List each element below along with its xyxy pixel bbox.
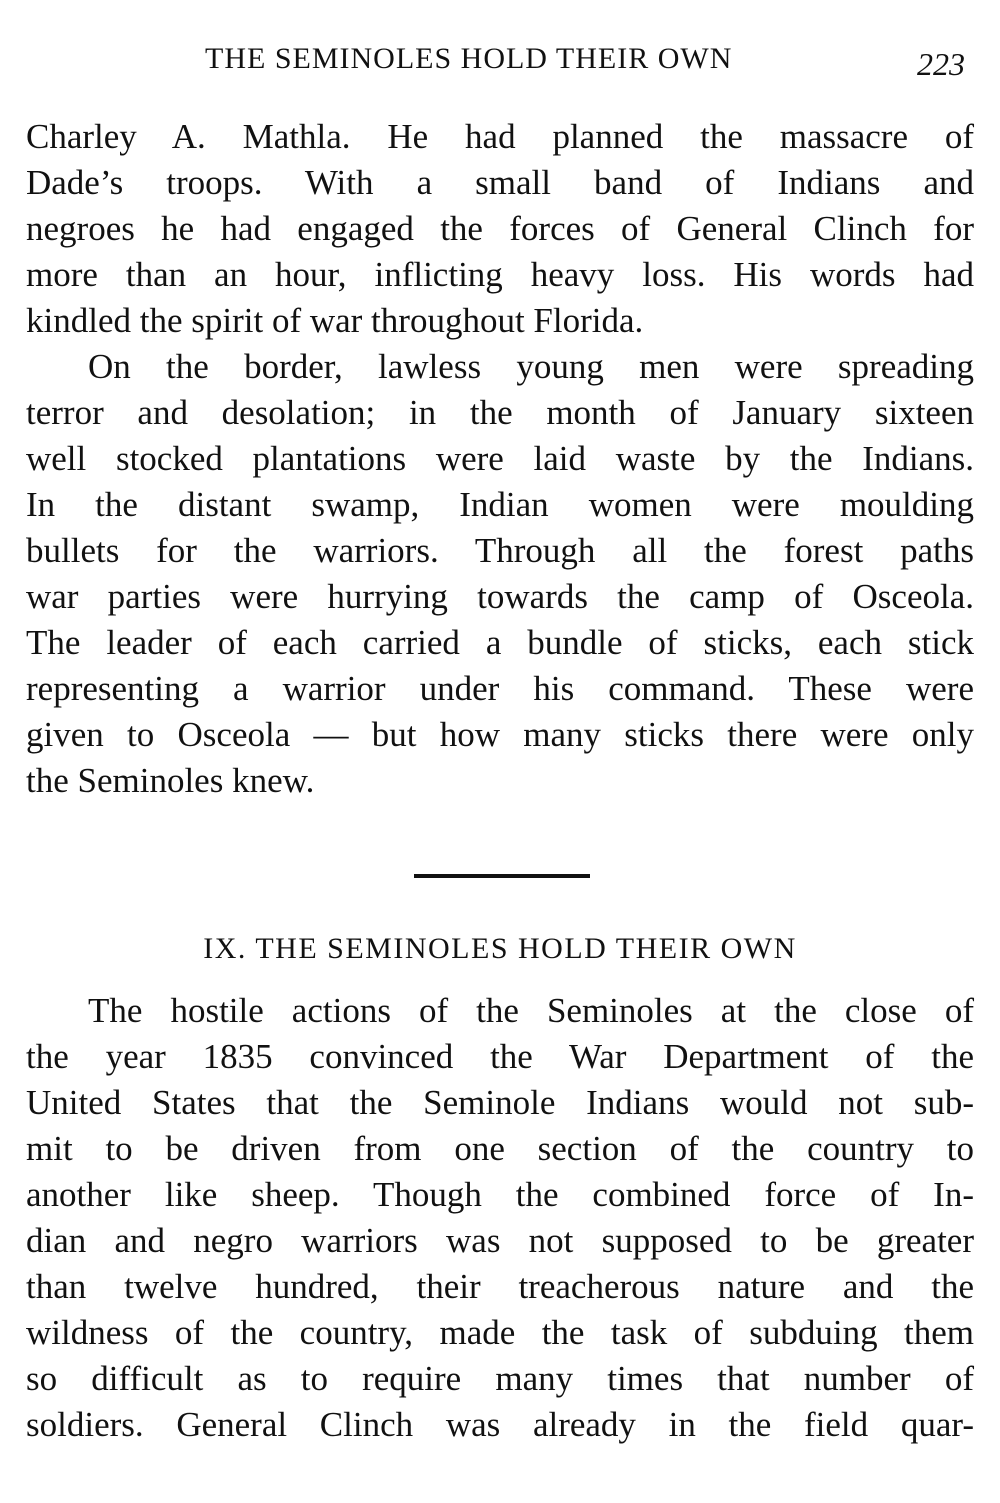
paragraph-border	[26, 344, 974, 804]
text-line: The hostile actions of the Seminoles at the close of	[88, 991, 974, 1030]
text-line: more than an hour, inflicting heavy loss. His words had	[26, 255, 974, 294]
text-line: given to Osceola — but how many sticks there were only	[26, 715, 974, 754]
text-line: so difficult as to require many times that number of	[26, 1359, 974, 1398]
text-line: another like sheep. Though the combined force of In-	[26, 1175, 974, 1214]
text-line: Dade’s troops. With a small band of Indians and	[26, 163, 974, 202]
text-line: the Seminoles knew.	[26, 761, 315, 800]
paragraph-continued	[26, 114, 974, 344]
running-title: THE SEMINOLES HOLD THEIR OWN	[205, 42, 733, 75]
text-line: wildness of the country, made the task of subduing them	[26, 1313, 974, 1352]
text-line: mit to be driven from one section of the country to	[26, 1129, 974, 1168]
body-text-top	[26, 114, 974, 804]
text-line: well stocked plantations were laid waste by the Indians.	[26, 439, 974, 478]
text-line: terror and desolation; in the month of January sixteen	[26, 393, 974, 432]
section-divider	[414, 874, 590, 878]
text-line: than twelve hundred, their treacherous nature and the	[26, 1267, 974, 1306]
body-text-bottom	[26, 988, 974, 1448]
text-line: kindled the spirit of war throughout Florida.	[26, 301, 644, 340]
text-line: In the distant swamp, Indian women were moulding	[26, 485, 974, 524]
text-line: negroes he had engaged the forces of General Clinch for	[26, 209, 974, 248]
page-number: 223	[917, 46, 965, 82]
text-line: dian and negro warriors was not supposed to be greater	[26, 1221, 974, 1260]
text-line: war parties were hurrying towards the camp of Osceola.	[26, 577, 974, 616]
text-line: representing a warrior under his command. These were	[26, 669, 974, 708]
text-line: the year 1835 convinced the War Department of the	[26, 1037, 974, 1076]
text-line: Charley A. Mathla. He had planned the massacre of	[26, 117, 974, 156]
running-head	[0, 40, 1000, 80]
text-line: United States that the Seminole Indians would not sub-	[26, 1083, 974, 1122]
text-line: On the border, lawless young men were spreading	[88, 347, 974, 386]
text-line: soldiers. General Clinch was already in the field quar-	[26, 1405, 974, 1444]
text-line: bullets for the warriors. Through all the forest paths	[26, 531, 974, 570]
section-heading: IX. THE SEMINOLES HOLD THEIR OWN	[203, 932, 797, 965]
text-line: The leader of each carried a bundle of sticks, each stick	[26, 623, 974, 662]
section-paragraph	[26, 988, 974, 1448]
